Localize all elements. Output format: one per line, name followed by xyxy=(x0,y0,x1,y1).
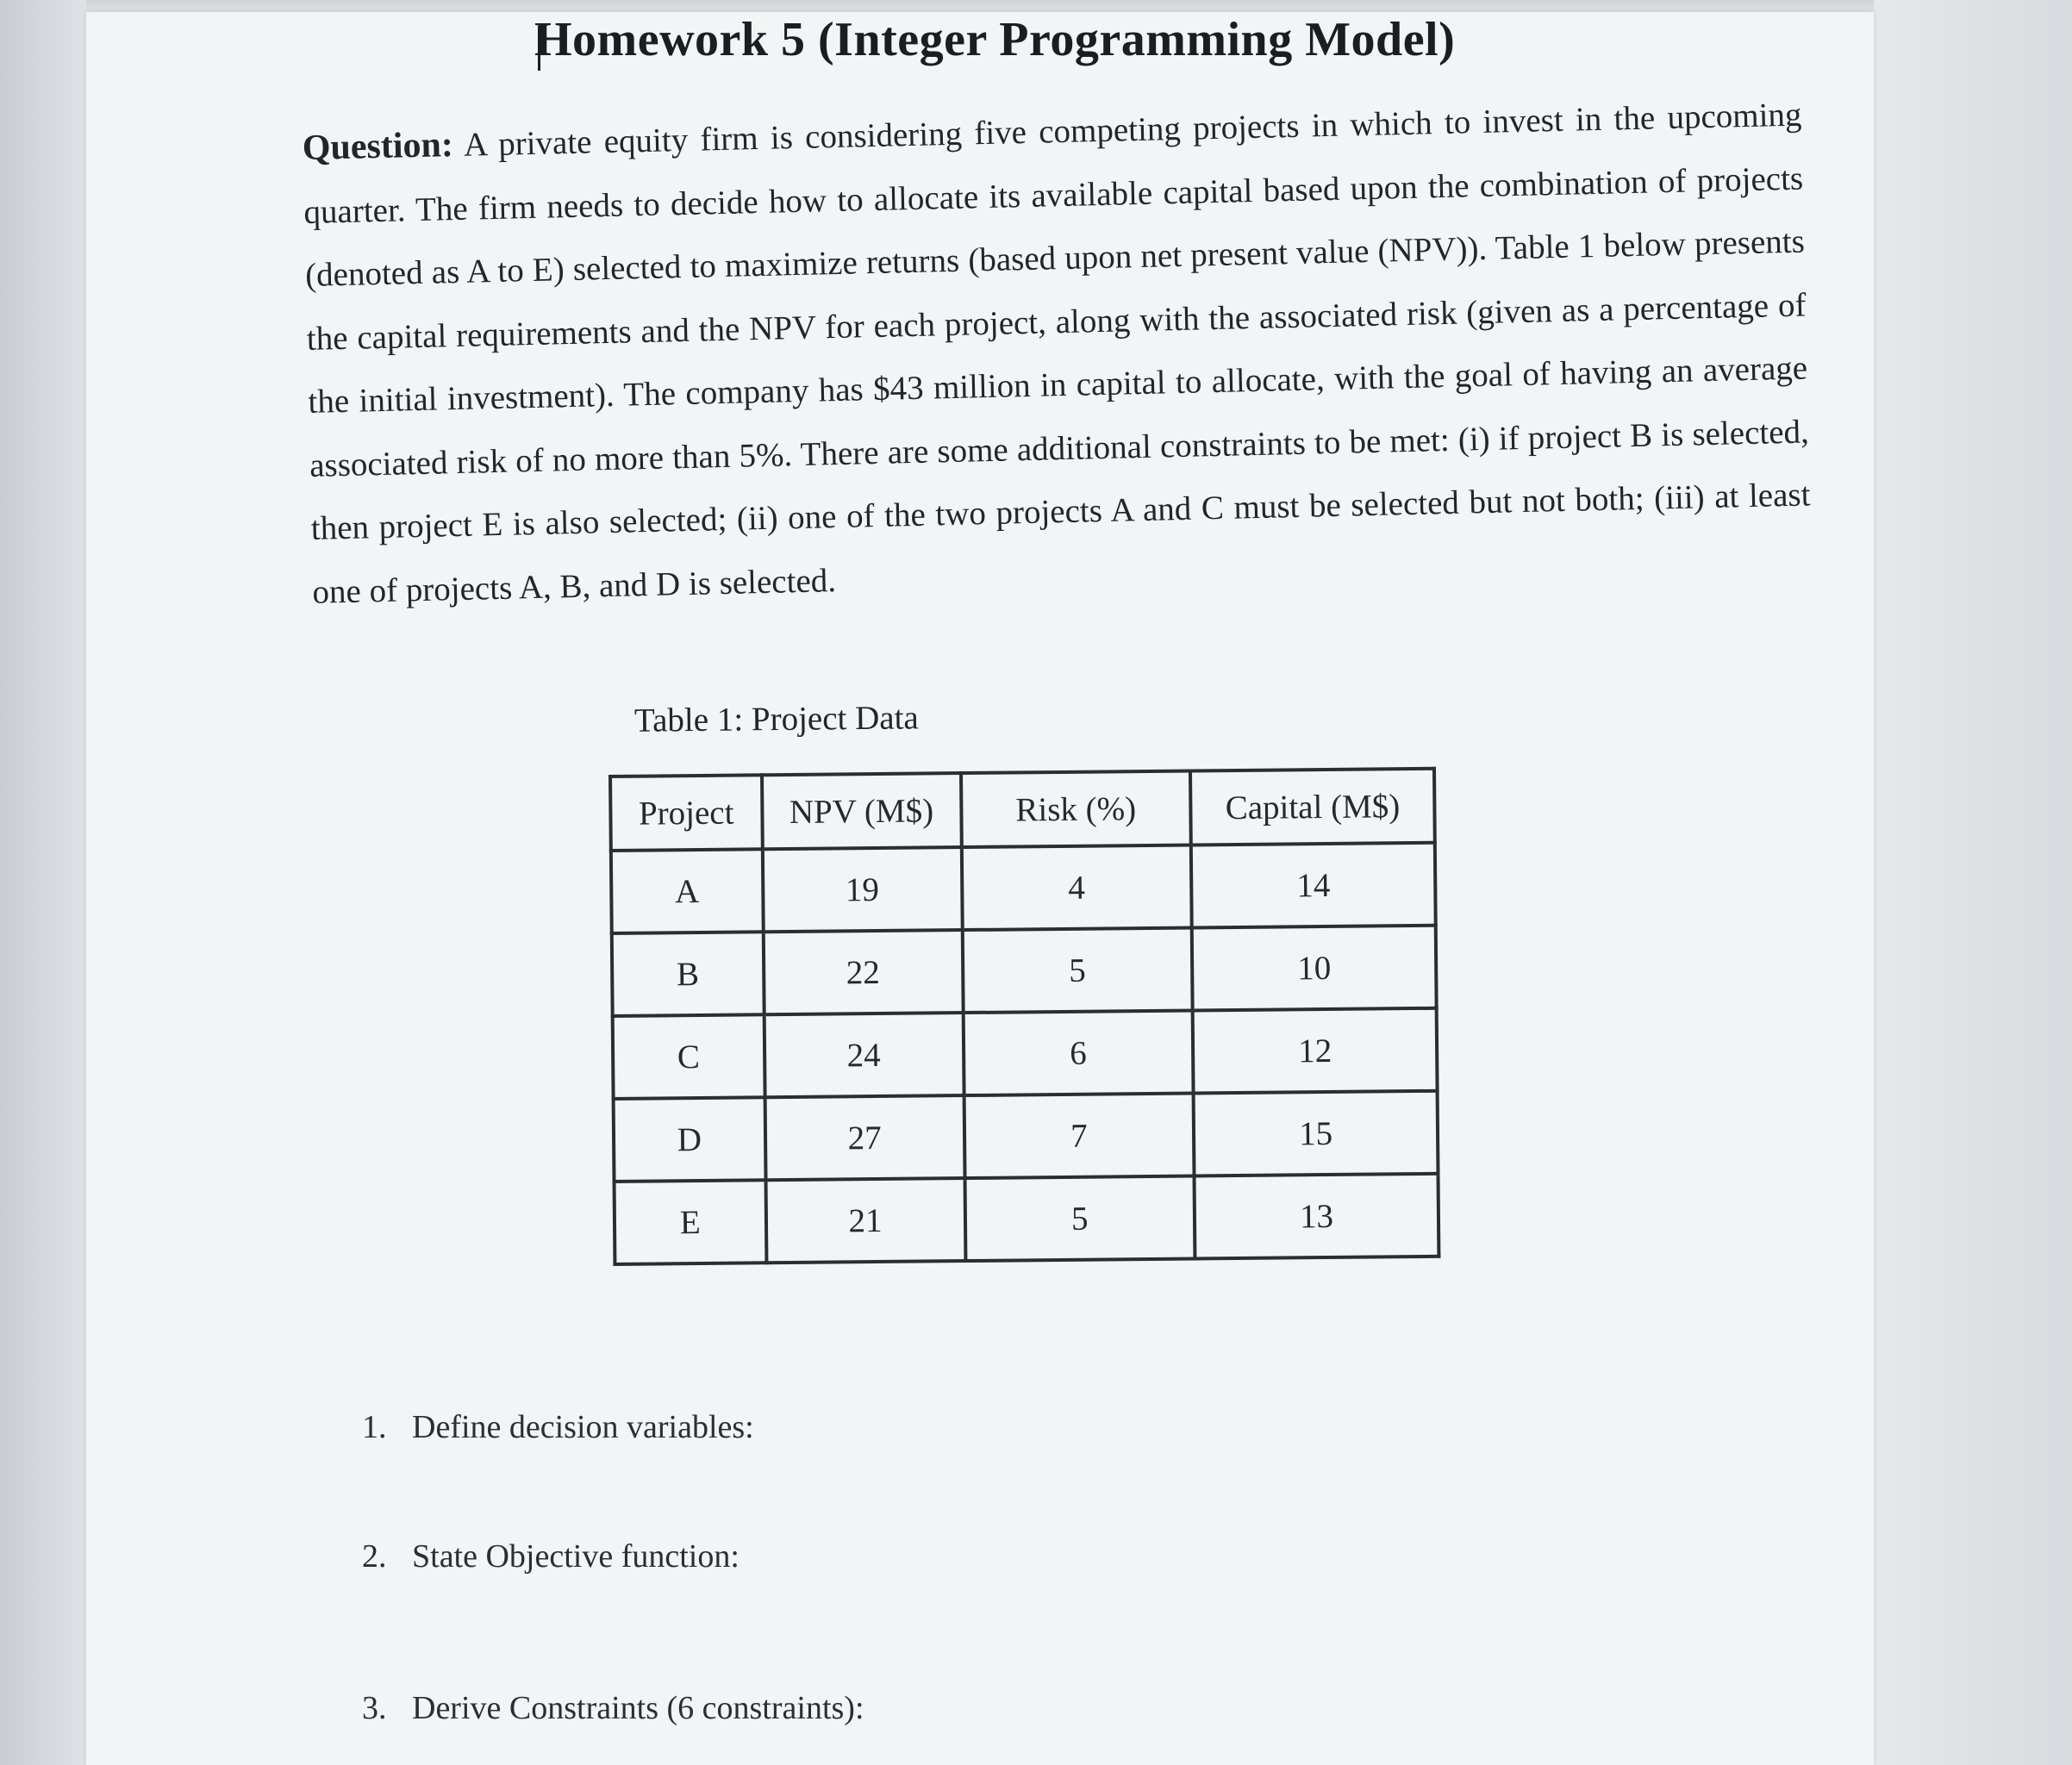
cell-npv: 27 xyxy=(765,1095,964,1180)
header-project: Project xyxy=(610,775,762,851)
task-item xyxy=(362,1689,864,1727)
cell-risk: 6 xyxy=(963,1011,1194,1096)
cell-project: C xyxy=(613,1014,765,1099)
table-row xyxy=(613,1008,1438,1099)
project-data-table xyxy=(608,767,1440,1266)
header-capital: Capital (M$) xyxy=(1190,769,1435,845)
cell-npv: 24 xyxy=(764,1013,964,1097)
document-page[interactable] xyxy=(86,12,1874,1765)
table-row xyxy=(614,1091,1439,1182)
table-row xyxy=(611,843,1436,933)
table-row xyxy=(612,926,1437,1016)
task-number: 2. xyxy=(362,1538,387,1575)
question-paragraph xyxy=(302,84,1813,624)
cell-capital: 12 xyxy=(1193,1008,1438,1094)
table-header-row xyxy=(610,769,1435,851)
cell-risk: 7 xyxy=(964,1094,1195,1179)
question-label: Question: xyxy=(302,125,454,168)
cell-npv: 22 xyxy=(763,930,963,1014)
task-item xyxy=(362,1408,754,1446)
cell-capital: 14 xyxy=(1191,843,1436,928)
cell-risk: 5 xyxy=(964,1176,1195,1261)
cell-npv: 21 xyxy=(765,1178,965,1263)
cell-risk: 4 xyxy=(961,845,1192,931)
cell-npv: 19 xyxy=(762,847,962,932)
cell-capital: 10 xyxy=(1192,926,1437,1011)
table-row xyxy=(615,1174,1439,1264)
header-risk: Risk (%) xyxy=(961,771,1191,848)
cell-capital: 13 xyxy=(1195,1174,1439,1259)
cell-project: A xyxy=(611,849,763,933)
cell-project: D xyxy=(614,1097,765,1182)
question-text: A private equity firm is considering five competing projects in which to invest in the upcoming quarter. The firm needs to decide how to allocate its available capital based upon the combination of projects (denoted as A to E) selected to maximize returns (based upon net present value (NPV)). Table 1 below presents the capital requirements and the NPV for each project, along with the associated risk (given as a percentage of the initial investment). The company has $43 million in capital to allocate, with the goal of having an average associated risk of no more than 5%. There are some additional constraints to be met: (i) if project B is selected, then project E is also selected; (ii) one of the two projects A and C must be selected but not both; (iii) at least one of projects A, B, and D is selected. xyxy=(303,96,1811,611)
task-item xyxy=(362,1537,740,1575)
table-caption: Table 1: Project Data xyxy=(633,699,919,739)
right-window-margin xyxy=(1874,0,2072,1765)
task-text: State Objective function: xyxy=(412,1538,740,1575)
cell-capital: 15 xyxy=(1194,1091,1439,1176)
task-text: Derive Constraints (6 constraints): xyxy=(412,1690,864,1726)
cell-project: E xyxy=(615,1180,766,1264)
cell-project: B xyxy=(612,932,764,1016)
task-number: 1. xyxy=(362,1409,387,1445)
left-window-margin xyxy=(0,0,86,1765)
task-text: Define decision variables: xyxy=(412,1409,754,1445)
document-title: Homework 5 (Integer Programming Model) xyxy=(534,13,1456,66)
cell-risk: 5 xyxy=(962,928,1193,1013)
header-npv: NPV (M$) xyxy=(762,773,962,849)
task-number: 3. xyxy=(362,1690,387,1726)
